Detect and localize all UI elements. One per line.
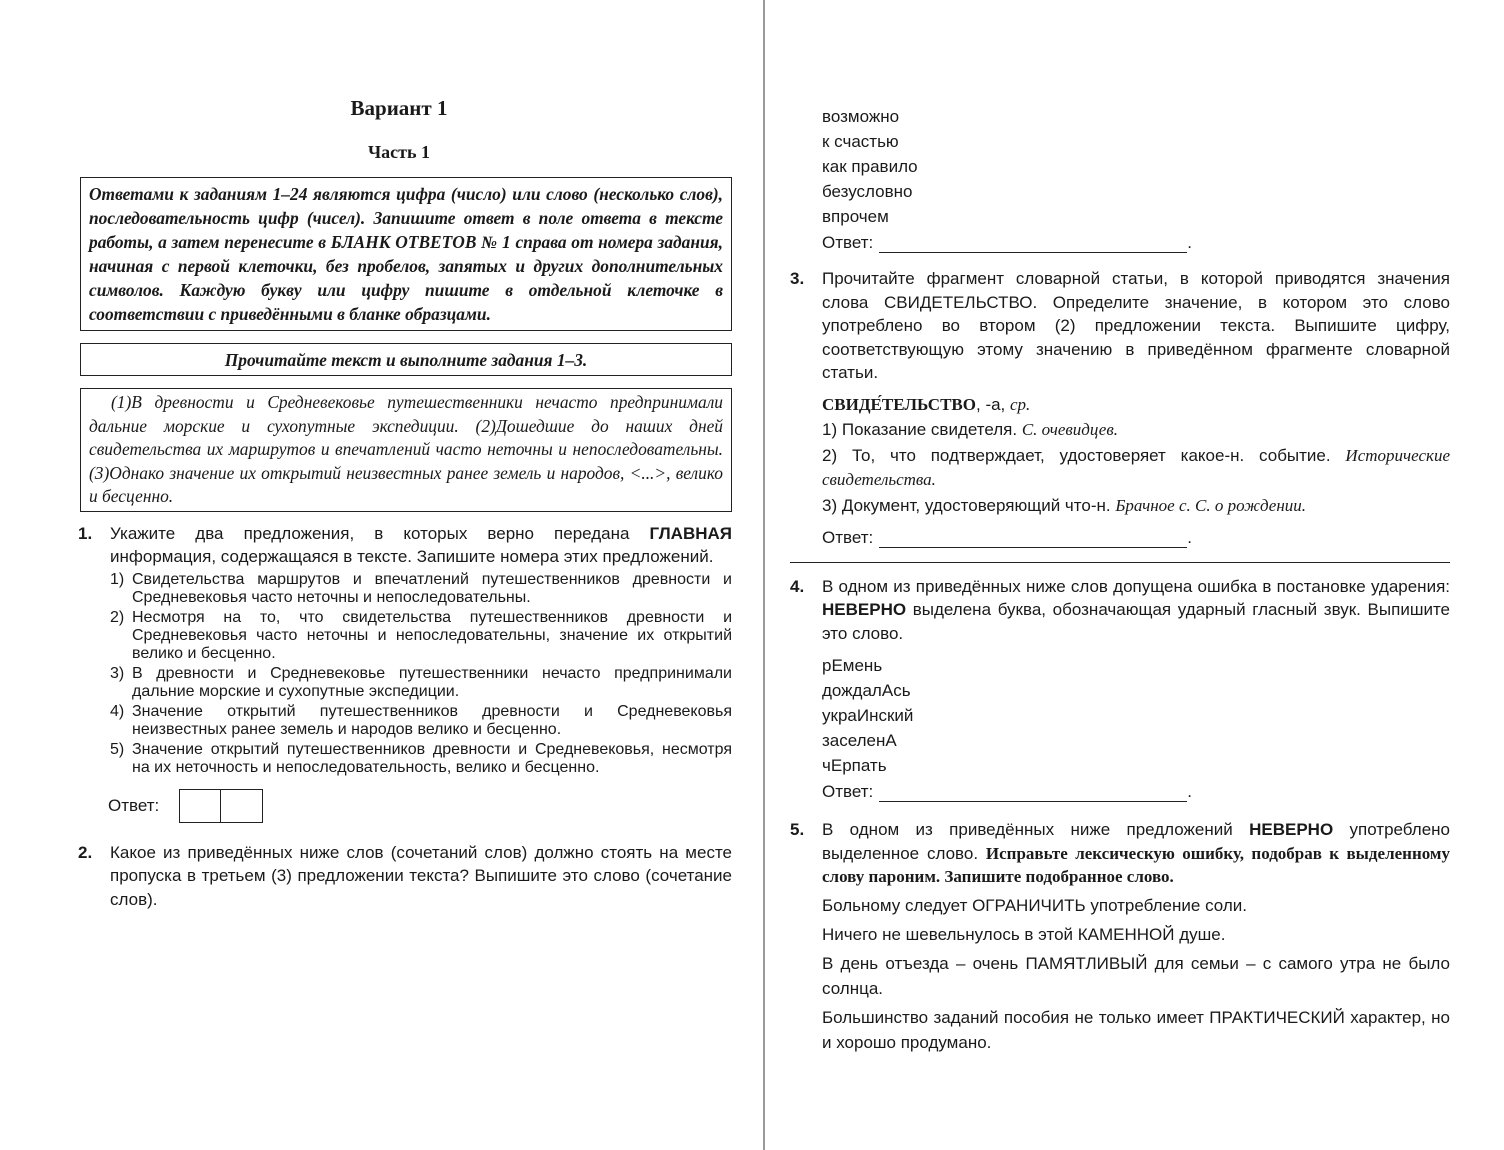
answer-row-q1: [78, 789, 732, 823]
answer-label: Ответ:: [822, 527, 874, 547]
list-item: рЕмень: [822, 656, 883, 675]
answer-blank[interactable]: [879, 528, 1187, 548]
answer-label: Ответ:: [108, 795, 160, 815]
right-page: [790, 104, 1450, 1055]
dictionary-sense: 3) Документ, удостоверяющий что-н. Брачное с. С. о рождении.: [822, 496, 1307, 515]
passage-box: (1)В древности и Средневековье путешественники нечасто предпринимали дальние морские и сухопутные экспедиции. (2)Дошедшие до наших дней свидетельства их маршрутов и впечатлений часто неточны и непоследовательны. (3)Однако значение их открытий неизвестных ранее земель и народов, <...>, велико и бесценно.: [80, 388, 732, 512]
question-number: 1.: [78, 523, 93, 543]
variant-title: Вариант 1: [350, 96, 448, 120]
part-title: Часть 1: [367, 142, 431, 162]
option-item: 3) В древности и Средневековье путешественники нечасто предпринимали дальние морские и сухопутные экспедиции.: [110, 664, 732, 700]
answer-line-q3: Ответ: .: [822, 527, 1192, 547]
q5-sentence: Больному следует ОГРАНИЧИТЬ употребление соли.: [822, 895, 1247, 915]
question-5: [790, 818, 1450, 889]
option-item: 5) Значение открытий путешественников древности и Средневековья, несмотря на их неточность и непоследовательность, велико и бесценно.: [110, 740, 732, 776]
question-text: Укажите два предложения, в которых верно передана ГЛАВНАЯ информация, содержащаяся в тексте. Запишите номера этих предложений.: [110, 523, 732, 566]
answer-blank[interactable]: [879, 782, 1187, 802]
question-number: 5.: [790, 820, 805, 839]
answer-label: Ответ:: [822, 233, 874, 252]
question-3: [790, 267, 1450, 385]
read-task-box: Прочитайте текст и выполните задания 1–3.: [80, 343, 732, 376]
book-spine: [763, 0, 765, 1150]
q4-word-list: [790, 653, 1450, 778]
question-1: [78, 522, 732, 569]
answer-blank[interactable]: [879, 233, 1187, 253]
q5-sentence: Ничего не шевельнулось в этой КАМЕННОЙ душе.: [822, 924, 1226, 944]
question-2: [78, 841, 732, 912]
question-number: 2.: [78, 842, 93, 862]
list-item: возможно: [822, 107, 900, 126]
q5-sentence: В день отъезда – очень ПАМЯТЛИВЫЙ для семьи – с самого утра не было солнца.: [822, 953, 1450, 998]
question-number: 4.: [790, 576, 805, 596]
list-item: безусловно: [822, 182, 913, 201]
list-item: к счастью: [822, 132, 899, 151]
answer-cell[interactable]: [221, 789, 263, 823]
list-item: чЕрпать: [822, 756, 887, 775]
question-text: Какое из приведённых ниже слов (сочетаний слов) должно стоять на месте пропуска в третьем (3) предложении текста? Выпишите это слово (сочетание слов).: [110, 842, 732, 909]
section-divider: [790, 562, 1450, 563]
option-item: 2) Несмотря на то, что свидетельства путешественников древности и Средневековья часто неточны и непоследовательны, значение их открытий велико и бесценно.: [110, 608, 732, 662]
list-item: украИнский: [822, 706, 914, 725]
option-item: 1) Свидетельства маршрутов и впечатлений путешественников древности и Средневековья часто неточны и непоследовательны.: [110, 570, 732, 606]
question-text: В одном из приведённых ниже слов допущена ошибка в постановке ударения: НЕВЕРНО выделена буква, обозначающая ударный гласный звук. Выпишите это слово.: [822, 576, 1450, 643]
option-item: 4) Значение открытий путешественников древности и Средневековья неизвестных ранее земель и народов велико и бесценно.: [110, 702, 732, 738]
q5-sentence: Большинство заданий пособия не только имеет ПРАКТИЧЕСКИЙ характер, но и хорошо продумано.: [822, 1007, 1450, 1052]
answer-line-q4: Ответ: .: [822, 782, 1192, 801]
instructions-box: Ответами к заданиям 1–24 являются цифра (число) или слово (несколько слов), последовательность цифр (чисел). Запишите ответ в поле ответа в тексте работы, а затем перенесите в БЛАНК ОТВЕТОВ № 1 справа от номера задания, начиная с первой клеточки, без пробелов, запятых и других дополнительных символов. Каждую букву или цифру пишите в отдельной клеточке в соответствии с приведёнными в бланке образцами.: [80, 177, 732, 331]
answer-line-q2: Ответ: .: [822, 233, 1192, 252]
answer-cells: [179, 789, 263, 823]
dictionary-headword: СВИДЕ́ТЕЛЬСТВО, -а, ср.: [822, 394, 1031, 414]
answer-cell[interactable]: [179, 789, 221, 823]
answer-label: Ответ:: [822, 782, 874, 801]
left-page: [78, 96, 732, 911]
question-4: [790, 575, 1450, 646]
question-number: 3.: [790, 269, 805, 288]
list-item: заселенА: [822, 731, 897, 750]
question-text: Прочитайте фрагмент словарной статьи, в которой приводятся значения слова СВИДЕТЕЛЬСТВО. Определите значение, в котором это слово употреблено во втором (2) предложении текста. Выпишите цифру, соответствующую этому значению в приведённом фрагменте словарной статьи.: [822, 269, 1450, 382]
question-text: В одном из приведённых ниже предложений НЕВЕРНО употреблено выделенное слово. Исправьте лексическую ошибку, подобрав к выделенному слову пароним. Запишите подобранное слово.: [822, 820, 1450, 886]
dictionary-sense: 2) То, что подтверждает, удостоверяет какое-н. событие. Исторические свидетельства.: [822, 446, 1450, 489]
dictionary-sense: 1) Показание свидетеля. С. очевидцев.: [822, 419, 1118, 439]
q2-word-list: [790, 104, 1450, 229]
list-item: впрочем: [822, 207, 889, 226]
list-item: дождалАсь: [822, 681, 911, 700]
list-item: как правило: [822, 157, 918, 176]
